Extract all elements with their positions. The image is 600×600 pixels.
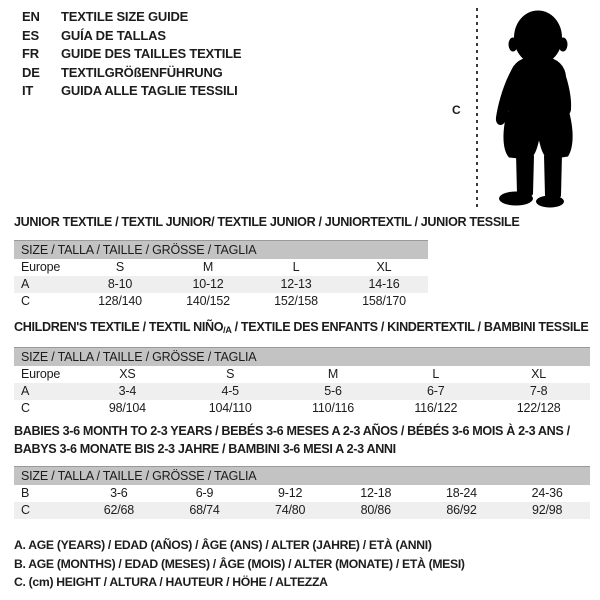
- language-code: EN: [22, 9, 40, 24]
- size-cell: S: [115, 260, 125, 274]
- language-row-es: [22, 28, 241, 47]
- size-cell: 128/140: [98, 294, 142, 308]
- size-cell: 4-5: [221, 384, 239, 398]
- footnote-legend: [14, 538, 465, 594]
- height-measure-label: C: [452, 103, 461, 117]
- row-label: C: [21, 503, 30, 517]
- table-row-height: [14, 400, 590, 417]
- size-cell: 7-8: [529, 384, 548, 398]
- footnote-a: A. AGE (YEARS) / EDAD (AÑOS) / ÂGE (ANS) / ALTER (JAHRE) / ETÀ (ANNI): [14, 538, 432, 552]
- size-header-bar: SIZE / TALLA / TAILLE / GRÖSSE / TAGLIA: [14, 467, 590, 485]
- size-header-row: [14, 348, 590, 366]
- language-row-de: [22, 65, 241, 84]
- language-row-it: [22, 83, 241, 102]
- size-header-bar: SIZE / TALLA / TAILLE / GRÖSSE / TAGLIA: [14, 241, 428, 259]
- height-measure-dotted-line: [476, 8, 478, 207]
- table-row-months: [14, 485, 590, 502]
- baby-silhouette-icon: [484, 7, 596, 210]
- table-row-height: [14, 502, 590, 519]
- row-label: Europe: [21, 367, 61, 381]
- size-cell: 12-18: [360, 486, 392, 500]
- size-cell: XL: [531, 367, 547, 381]
- size-cell: 152/158: [274, 294, 318, 308]
- children-section-title: [14, 320, 588, 335]
- size-cell: 74/80: [275, 503, 306, 517]
- language-code: FR: [22, 46, 39, 62]
- row-label: A: [21, 277, 30, 291]
- language-title: TEXTILGRÖßENFÜHRUNG: [61, 64, 223, 80]
- table-row-age: [14, 383, 590, 400]
- language-title: GUÍA DE TALLAS: [61, 27, 166, 43]
- junior-size-table: [14, 240, 428, 310]
- language-code: ES: [22, 27, 39, 43]
- size-header-row: [14, 467, 590, 485]
- size-cell: 80/86: [360, 503, 391, 517]
- size-cell: 14-16: [368, 277, 400, 291]
- language-title: GUIDA ALLE TAGLIE TESSILI: [61, 83, 238, 99]
- language-list: [22, 9, 241, 102]
- size-cell: S: [226, 367, 235, 381]
- size-cell: 140/152: [186, 294, 230, 308]
- babies-size-table: [14, 466, 590, 519]
- footnote-b: B. AGE (MONTHS) / EDAD (MESES) / ÂGE (MOIS) / ALTER (MONATE) / ETÀ (MESI): [14, 556, 465, 571]
- children-title-post: / TEXTILE DES ENFANTS / KINDERTEXTIL / BAMBINI TESSILE: [231, 320, 589, 334]
- junior-section-title: JUNIOR TEXTILE / TEXTIL JUNIOR/ TEXTILE JUNIOR / JUNIORTEXTIL / JUNIOR TESSILE: [14, 215, 520, 229]
- table-row-height: [14, 293, 428, 310]
- children-size-table: [14, 347, 590, 417]
- children-title-sub: /A: [223, 325, 232, 335]
- size-cell: 18-24: [445, 486, 477, 500]
- size-cell: 122/128: [516, 401, 561, 415]
- size-header-bar: SIZE / TALLA / TAILLE / GRÖSSE / TAGLIA: [14, 348, 590, 366]
- size-cell: 62/68: [103, 503, 134, 517]
- language-title: TEXTILE SIZE GUIDE: [61, 9, 189, 24]
- table-row-europe: [14, 366, 590, 383]
- size-cell: L: [432, 367, 440, 381]
- size-cell: M: [202, 260, 214, 274]
- size-cell: 3-4: [118, 384, 137, 398]
- size-cell: 86/92: [446, 503, 477, 517]
- size-cell: 6-7: [427, 384, 445, 398]
- language-row-fr: [22, 46, 241, 65]
- table-row-europe: [14, 259, 428, 276]
- language-title: GUIDE DES TAILLES TEXTILE: [61, 46, 242, 62]
- size-cell: XL: [376, 260, 392, 274]
- row-label: C: [21, 401, 30, 415]
- row-label: Europe: [21, 260, 61, 274]
- size-cell: 116/122: [414, 401, 458, 415]
- size-cell: 104/110: [208, 401, 252, 415]
- babies-title-line2: BABYS 3-6 MONATE BIS 2-3 JAHRE / BAMBINI 3-6 MESI A 2-3 ANNI: [14, 441, 396, 456]
- babies-section-title: [14, 423, 570, 458]
- row-label: A: [21, 384, 30, 398]
- size-cell: L: [292, 260, 300, 274]
- size-cell: 10-12: [192, 277, 224, 291]
- children-title-pre: CHILDREN'S TEXTILE / TEXTIL NIÑO: [14, 320, 224, 334]
- language-code: IT: [22, 83, 34, 99]
- size-cell: 92/98: [532, 503, 563, 517]
- row-label: C: [21, 294, 30, 308]
- size-cell: 3-6: [110, 486, 128, 500]
- size-cell: 24-36: [531, 486, 563, 500]
- row-label: B: [21, 486, 30, 500]
- footnote-c: C. (cm) HEIGHT / ALTURA / HAUTEUR / HÖHE / ALTEZZA: [14, 575, 328, 590]
- size-cell: 8-10: [107, 277, 133, 291]
- size-cell: 98/104: [108, 401, 146, 415]
- size-cell: 9-12: [278, 486, 303, 500]
- table-row-age: [14, 276, 428, 293]
- language-row-en: [22, 9, 241, 28]
- size-cell: M: [327, 367, 339, 381]
- size-cell: 158/170: [362, 294, 406, 308]
- babies-title-line1: BABIES 3-6 MONTH TO 2-3 YEARS / BEBÉS 3-6 MESES A 2-3 AÑOS / BÉBÉS 3-6 MOIS À 2-3 ANS /: [14, 424, 570, 438]
- size-cell: 12-13: [280, 277, 312, 291]
- language-code: DE: [22, 64, 40, 80]
- size-cell: 68/74: [189, 503, 220, 517]
- size-cell: 110/116: [312, 401, 354, 415]
- size-header-row: [14, 241, 428, 259]
- size-cell: 5-6: [324, 384, 342, 398]
- size-cell: 6-9: [195, 486, 214, 500]
- size-cell: XS: [119, 367, 136, 381]
